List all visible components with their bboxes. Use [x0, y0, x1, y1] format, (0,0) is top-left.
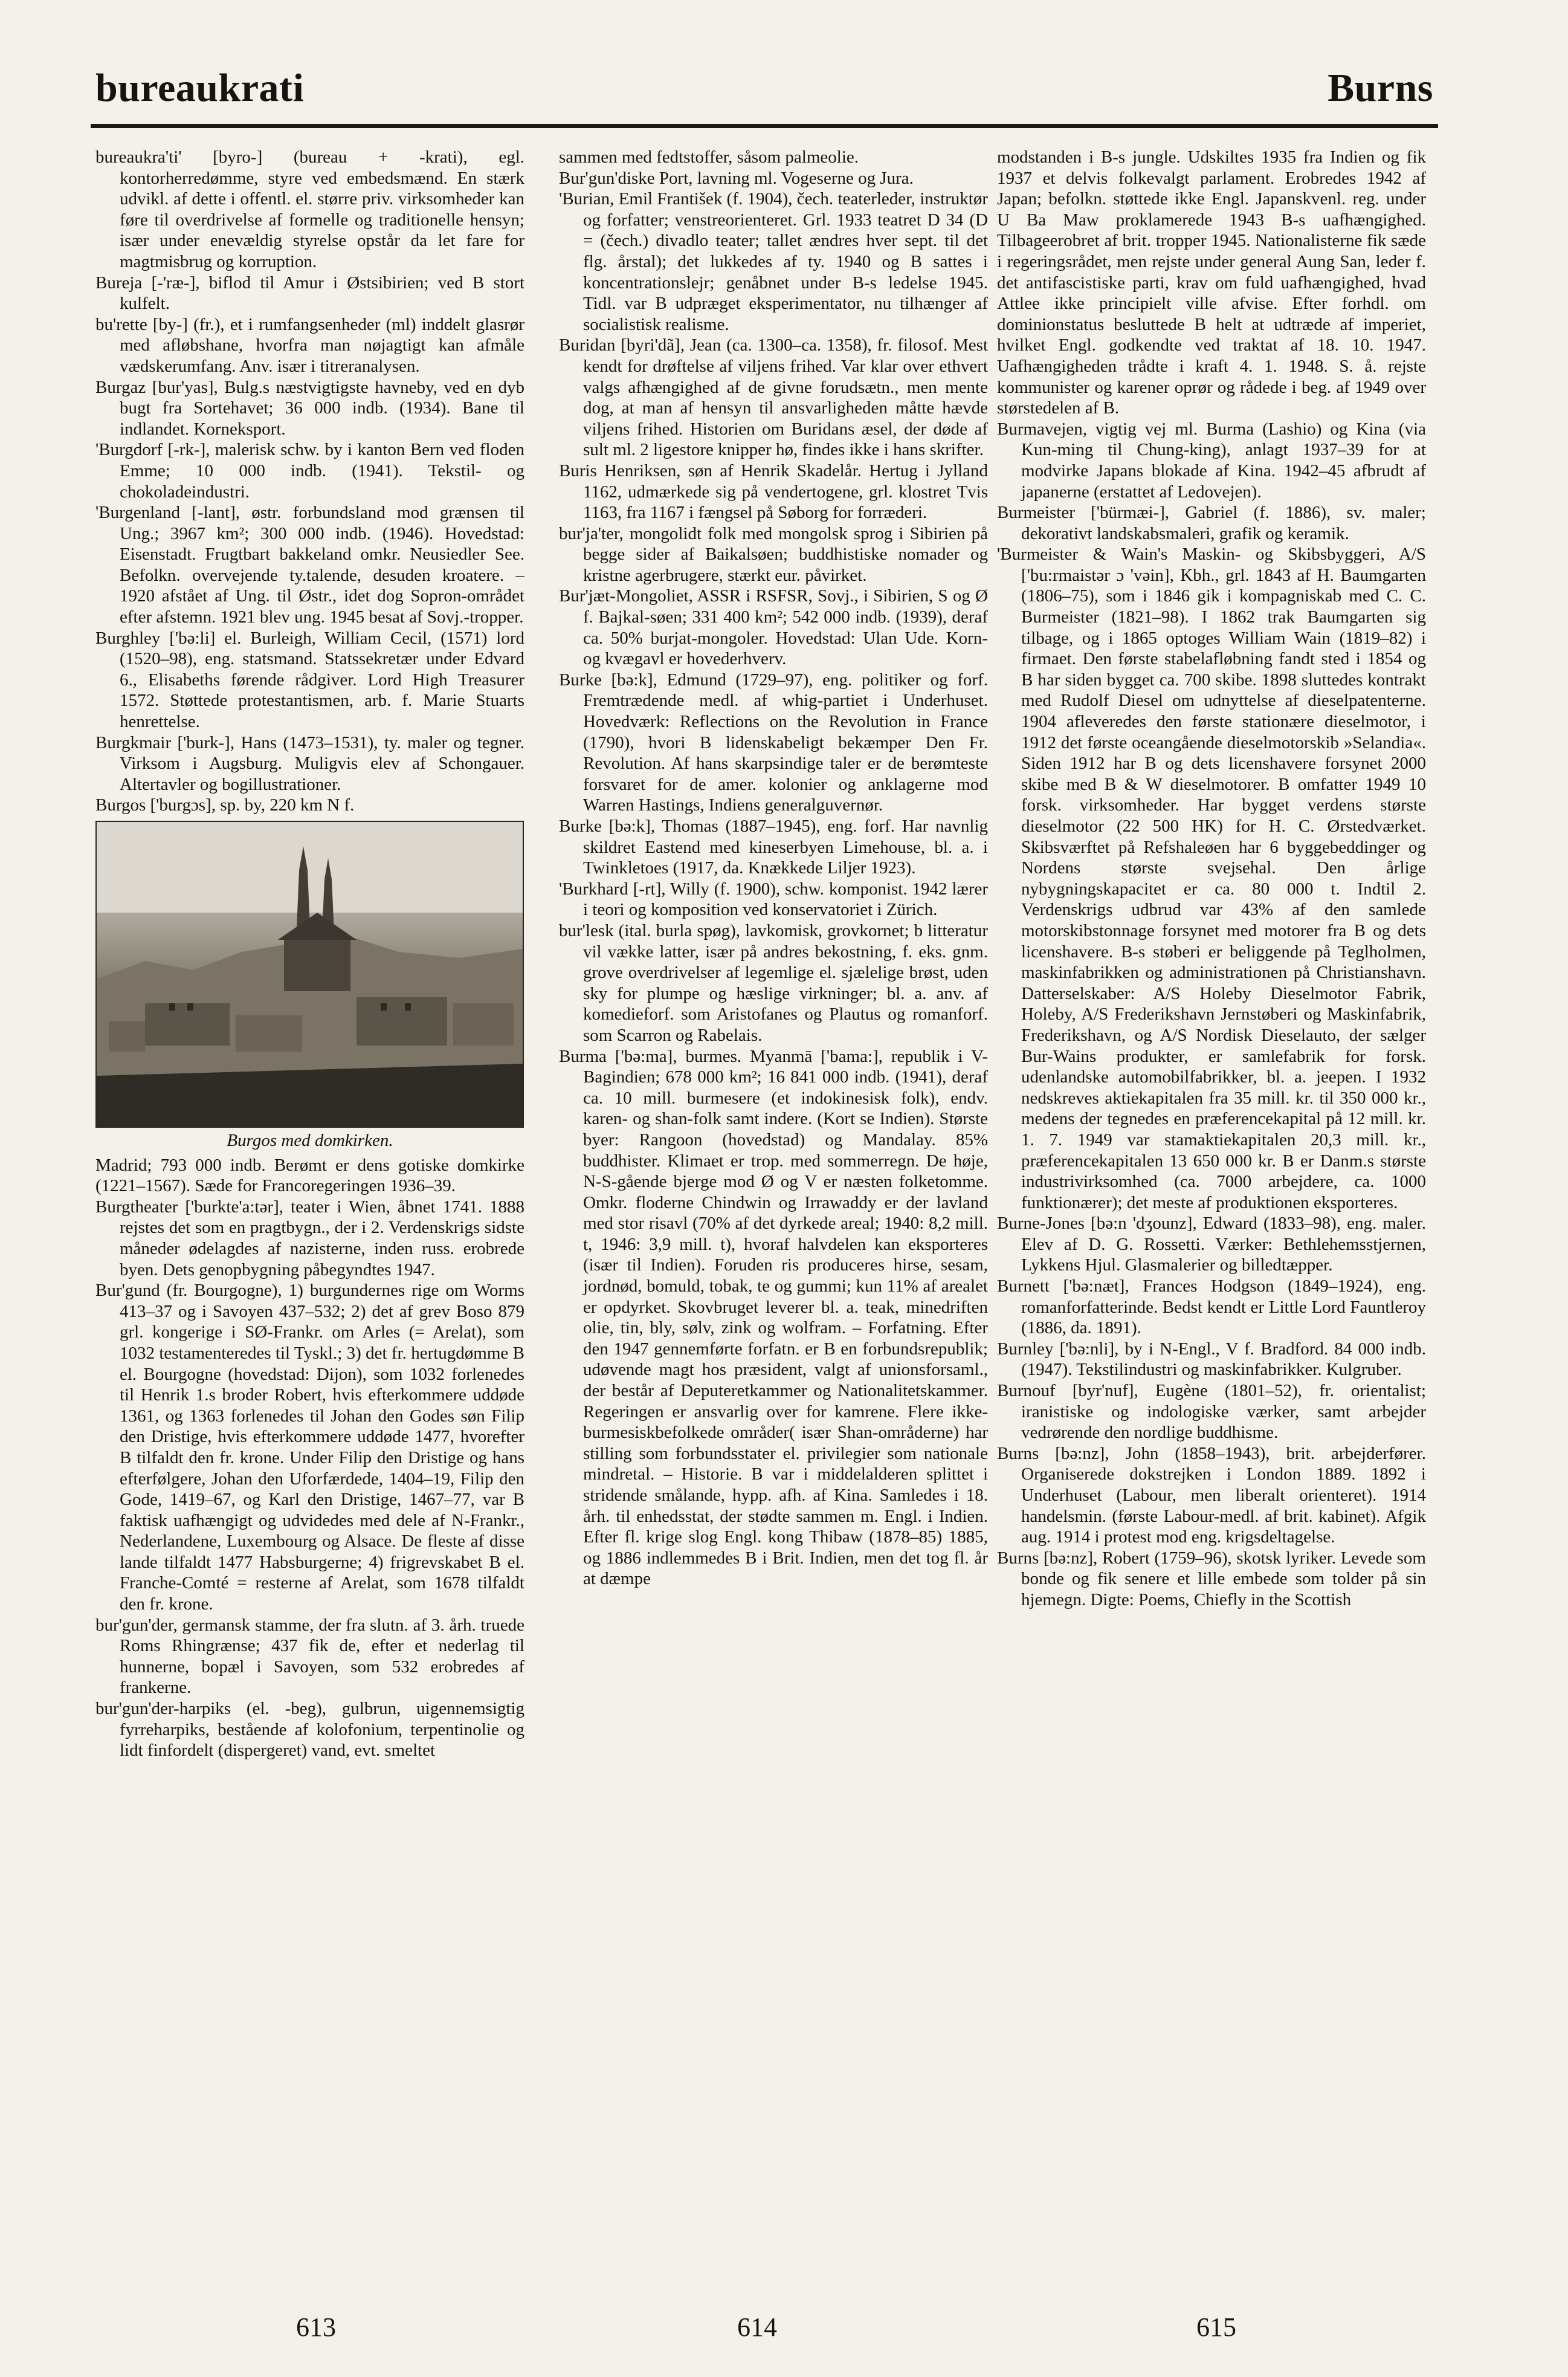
running-head-first-word: bureaukrati	[95, 66, 305, 110]
entry-buridan: Buridan [byri'dã], Jean (ca. 1300–ca. 1358), fr. filosof. Mest kendt for drøftelse af viljens frihed. Var klar over ethvert valgs afhængighed af de givne forudsætn., men mente dog, at man af hensyn til ansvarligheden måtte hævde viljens frihed. Historien om Buridans æsel, der døde af sult ml. 2 ligestore knipper hø, findes ikke i hans skrifter.	[559, 335, 988, 460]
entry-burgundiske-port: Bur'gun'diske Port, lavning ml. Vogeserne og Jura.	[559, 168, 914, 188]
header-rule	[91, 124, 1438, 128]
entry-burne-jones: Burne-Jones [bə:n 'dʒounz], Edward (1833–98), eng. maler. Elev af D. G. Rossetti. Værker: Bethlehemsstjernen, Lykkens Hjul. Glasmalerier og billedtæpper.	[997, 1214, 1426, 1275]
entry-burgos-continued: Madrid; 793 000 indb. Berømt er dens gotiske domkirke (1221–1567). Sæde for Francoregeringen 1936–39.	[95, 1155, 524, 1196]
entry-burgos: Burgos ['burgɔs], sp. by, 220 km N f.	[95, 795, 355, 815]
page-number-right: 615	[1196, 2312, 1236, 2342]
column-3	[997, 147, 1426, 1611]
entry-burghley: Burghley ['bə:li] el. Burleigh, William Cecil, (1571) lord (1520–98), eng. statsmand. Statssekretær under Edvard 6., Elisabeths førende rådgiver. Lord High Treasurer 1572. Støttede protestantismen, arb. f. Marie Stuarts henrettelse.	[95, 628, 524, 732]
entry-buris-henriksen: Buris Henriksen, søn af Henrik Skadelår. Hertug i Jylland 1162, udmærkede sig på vendertogene, grl. klostret Tvis 1163, fra 1167 i fængsel på Søborg for forræderi.	[559, 461, 988, 523]
entry-bureaukrati: bureaukra'ti' [byro-] (bureau + -krati), egl. kontorherredømme, styre ved embedsmænd. En stærk udvikl. af dette i offentl. el. større priv. virksomheder kan føre til overdrivelse af formelle og traditionelle hensyn; især under enevældig styrelse opstår da let fare for magtmisbrug og korruption.	[95, 147, 524, 271]
entry-burlesk: bur'lesk (ital. burla spøg), lavkomisk, grovkornet; b litteratur vil vække latter, især på andres bekostning, f. eks. gnm. grove overdrivelser af legemlige el. sjælelige brøst, uden sky for plumpe og hæslige virkninger; bl. a. anv. af komedieforf. som Aristofanes og Plautus og romanforf. som Scarron og Rabelais.	[559, 920, 988, 1045]
entry-burkhard: 'Burkhard [-rt], Willy (f. 1900), schw. komponist. 1942 lærer i teori og komposition ved konservatoriet i Zürich.	[559, 879, 988, 920]
entry-burns-john: Burns [bə:nz], John (1858–1943), brit. arbejderfører. Organiserede dokstrejken i London 1889. 1892 i Underhuset (Labour, men liberalt orienteret). 1914 handelsmin. (første Labour-medl. af brit. kabinet). Afgik aug. 1914 i protest mod eng. krigsdeltagelse.	[997, 1443, 1426, 1547]
entry-burma: Burma ['bə:ma], burmes. Myanmā ['bama:], republik i V-Bagindien; 678 000 km²; 16 841 000 indb. (1941), deraf ca. 10 mill. burmesere (et indokinesisk folk), endv. karen- og shan-folk samt indere. (Kort se Indien). Største byer: Rangoon (hovedstad) og Mandalay. 85% buddhister. Klimaet er trop. med sommerregn. De høje, N-S-gående bjerge mod Ø og V er næsten folketomme. Omkr. floderne Chindwin og Irrawaddy er der lavland med stor risavl (70% af det dyrkede areal; 1940: 8,2 mill. t, 1946: 3,9 mill. t), hvoraf halvdelen kan eksporteres (især til Indien). Foruden ris produceres hirse, sesam, jordnød, bomuld, tobak, te og gummi; kun 11% af arealet er opdyrket. Skovbruget leverer bl. a. teak, minedriften olie, tin, bly, sølv, zink og wolfram. – Forfatning. Efter den 1947 gennemførte forfatn. er B en forbundsrepublik; udøvende magt hos præsident, valgt af unionsforsaml., der består af Deputeretkammer og Nationalitetskammer. Regeringen er ansvarlig over for kamrene. Flere ikke-burmesiskbefolkede områder( især Shan-områderne) har stilling som forbundsstater el. privilegier som nationale mindretal. – Historie. B var i middelalderen splittet i stridende smålande, hypp. afh. af Kina. Samledes i 18. årh. til enhedsstat, der stødte sammen m. Engl. i Indien. Efter fl. krige slog Engl. kong Thibaw (1878–85) 1885, og 1886 indlemmedes B i Brit. Indien, men det tog fl. år at dæmpe	[559, 1046, 988, 1589]
entry-burgunder-harpiks: bur'gun'der-harpiks (el. -beg), gulbrun, uigennemsigtig fyrreharpiks, bestående af kolofonium, terpentinolie og lidt finfordelt (dispergeret) vand, evt. smeltet	[95, 1699, 524, 1761]
entry-burke-thomas: Burke [bə:k], Thomas (1887–1945), eng. forf. Har navnlig skildret Eastend med kineserbyen Limehouse, bl. a. i Twinkletoes (1917, da. Knækkede Liljer 1923).	[559, 817, 988, 878]
entry-burgunder: bur'gun'der, germansk stamme, der fra slutn. af 3. årh. truede Roms Rhingrænse; 437 fik de, efter et nederlag til hunnerne, bopæl i Savoyen, som 532 erobredes af frankerne.	[95, 1615, 524, 1698]
burgos-cathedral-photo	[95, 821, 524, 1128]
entry-burgtheater: Burgtheater ['burkte'a:tər], teater i Wien, åbnet 1741. 1888 rejstes det som en pragtbygn., der i 2. Verdenskrigs sidste måneder ødelagdes af nazisterne, inden russ. erobrede byen. Dets genopbygning påbegyndtes 1947.	[95, 1197, 524, 1279]
page-number-middle: 614	[737, 2312, 777, 2342]
entry-burnouf: Burnouf [byr'nuf], Eugène (1801–52), fr. orientalist; iranistiske og indologiske værker, samt arbejder vedrørende den nordlige buddhisme.	[997, 1381, 1426, 1443]
entry-burmeister-wain: 'Burmeister & Wain's Maskin- og Skibsbyggeri, A/S ['bu:rmaistər ɔ 'vəin], Kbh., grl. 1843 af H. Baumgarten (1806–75), som i 1846 gik i kompagniskab med C. C. Burmeister (1821–98). I 1862 trak Baumgarten sig tilbage, og i 1865 optoges William Wain (1819–82) i firmaet. Den første stabelafløbning fandt sted i 1854 og B har siden bygget ca. 700 skibe. 1898 sluttedes kontrakt med Rudolf Diesel om udnyttelse af dieselpatenterne. 1904 afleveredes den første stationære dieselmotor, i 1912 det første oceangående dieselmotorskib »Selandia«. Siden 1912 har B og dets licenshavere forsynet 2000 skibe med B & W dieselmotorer. B omfatter 1949 10 forsk. virksomheder. Har bygget verdens største dieselmotor (22 500 HK) for H. C. Ørstedværket. Skibsværftet på Refshaleøen har 6 byggebeddinger og Nordens største svejsehal. Den årlige nybygningskapacitet er ca. 80 000 t. Indtil 2. Verdenskrigs udbrud var 43% af den samlede motorskibstonnage forsynet med motorer fra B og dets licenshavere. B-s støberi er beliggende på Teglholmen, maskinfabrikken og administrationen på Christianshavn. Datterselskaber: A/S Holeby Dieselmotor Fabrik, Holeby, A/S Frederikshavn Jernstøberi og Maskinfabrik, Frederikshavn, og A/S Nordisk Dieselauto, der sælger Bur-Wains produkter, er samlefabrik for forsk. udenlandske automobilfabrikker, bl. a. jeepen. I 1932 nedskreves aktiekapitalen fra 35 mill. kr. til 350 000 kr., medens der tegnedes en præferencekapital på 12 mill. kr. 1. 7. 1949 var stamaktiekapitalen 20,3 mill. kr., præferencekapitalen 13 650 000 kr. B er Danm.s største industrivirksomhed (ca. 7000 arbejdere, ca. 1000 funktionærer); det meste af produktionen eksporteres.	[997, 545, 1426, 1212]
burgos-figure	[95, 821, 524, 1151]
entry-burian: 'Burian, Emil František (f. 1904), čech. teaterleder, instruktør og forfatter; venstreorienteret. Grl. 1933 teatret D 34 (D = (čech.) divadlo teater; tallet ændres hver sept. til det flg. årstal); det lukkedes af ty. 1940 og B sattes i koncentrationslejr; genåbnet under B-s ledelse 1945. Tidl. var B udpræget eksperimentator, nu tilhænger af socialistisk realisme.	[559, 189, 988, 334]
entry-burgaz: Burgaz [bur'yas], Bulg.s næstvigtigste havneby, ved en dyb bugt fra Sortehavet; 36 000 indb. (1934). Bane til indlandet. Korneksport.	[95, 377, 524, 439]
column-1	[95, 147, 524, 1761]
page-number-left: 613	[296, 2312, 336, 2342]
entry-burnley: Burnley ['bə:nli], by i N-Engl., V f. Bradford. 84 000 indb. (1947). Tekstilindustri og maskinfabrikker. Kulgruber.	[997, 1339, 1426, 1380]
entry-burjater: bur'ja'ter, mongolidt folk med mongolsk sprog i Sibirien på begge sider af Baikalsøen; buddhistiske nomader og kristne agerbrugere, stærkt eur. påvirket.	[559, 523, 988, 585]
entry-burnett: Burnett ['bə:næt], Frances Hodgson (1849–1924), eng. romanforfatterinde. Bedst kendt er Little Lord Fauntleroy (1886, da. 1891).	[997, 1276, 1426, 1338]
entry-burmavejen: Burmavejen, vigtig vej ml. Burma (Lashio) og Kina (via Kun-ming til Chung-king), anlagt 1937–39 for at modvirke Japans blokade af Kina. 1942–45 afbrudt af japanerne (erstattet af Ledovejen).	[997, 419, 1426, 502]
entry-burjaet-mongoliet: Bur'jæt-Mongoliet, ASSR i RSFSR, Sovj., i Sibirien, S og Ø f. Bajkal-søen; 331 400 km²; 542 000 indb. (1939), deraf ca. 50% burjat-mongoler. Hovedstad: Ulan Ude. Korn- og kvægavl er hovederhverv.	[559, 586, 988, 669]
entry-burns-robert: Burns [bə:nz], Robert (1759–96), skotsk lyriker. Levede som bonde og fik senere et lille embede som tolder på sin hjemegn. Digte: Poems, Chiefly in the Scottish	[997, 1548, 1426, 1609]
entry-burmeister-gabriel: Burmeister ['bürmæi-], Gabriel (f. 1886), sv. maler; dekorativt landskabsmaleri, grafik og keramik.	[997, 503, 1426, 543]
entry-bureja: Bureja [-'ræ-], biflod til Amur i Østsibirien; ved B stort kulfelt.	[95, 273, 524, 314]
entry-burke-edmund: Burke [bə:k], Edmund (1729–97), eng. politiker og forf. Fremtrædende medl. af whig-partiet i Underhuset. Hovedværk: Reflections on the Revolution in France (1790), hvori B lidenskabeligt bekæmper Den Fr. Revolution. Af hans skarpsindige taler er de berømteste forsvaret for de amer. kolonier og anklagerne mod Warren Hastings, Indiens generalguvernør.	[559, 670, 988, 815]
figure-caption: Burgos med domkirken.	[227, 1131, 393, 1150]
column-2	[559, 147, 988, 1590]
entry-burgdorf: 'Burgdorf [-rk-], malerisk schw. by i kanton Bern ved floden Emme; 10 000 indb. (1941). Tekstil- og chokoladeindustri.	[95, 440, 524, 502]
entry-burma-continued: modstanden i B-s jungle. Udskiltes 1935 fra Indien og fik 1937 et delvis folkevalgt parlament. Erobredes 1942 af Japan; befolkn. støttede ikke Engl. Japanskvenl. reg. under U Ba Maw proklamerede 1943 B-s uafhængighed. Tilbageerobret af brit. tropper 1945. Nationalisterne fik sæde i regeringsrådet, men rejste under general Aung San, leder f. det antifascistiske parti, krav om fuld uafhængighed, hvad Attlee ikke principielt ville afvise. Efter forhdl. om dominionstatus besluttede B helt at udtræde af imperiet, hvilket Engl. godkendte ved traktat af 18. 10. 1947. Uafhængigheden trådte i kraft 4. 1. 1948. S. å. rejste kommunister og karener oprør og rådede i beg. af 1949 over størstedelen af B.	[997, 147, 1426, 418]
running-head-last-word: Burns	[1328, 66, 1433, 110]
entry-burgkmair: Burgkmair ['burk-], Hans (1473–1531), ty. maler og tegner. Virksom i Augsburg. Muligvis elev af Schongauer. Altertavler og bogillustrationer.	[95, 733, 524, 794]
entry-continued-from-previous: sammen med fedtstoffer, såsom palmeolie.	[559, 147, 859, 167]
entry-burette: bu'rette [by-] (fr.), et i rumfangsenheder (ml) inddelt glasrør med afløbshane, hvorfra man nøjagtigt kan afmåle vædskerumfang. Anv. især i titreranalysen.	[95, 314, 524, 376]
entry-burgund: Bur'gund (fr. Bourgogne), 1) burgundernes rige om Worms 413–37 og i Savoyen 437–532; 2) det af grev Boso 879 grl. kongerige i SØ-Frankr. om Arles (= Arelat), som 1032 testamenteredes til Tyskl.; 3) det fr. hertugdømme B el. Bourgogne (hovedstad: Dijon), som 1032 forlenedes til Henrik 1.s broder Robert, hvis efterkommere uddøde 1361, og 1363 forlenedes til Johan den Godes søn Filip den Dristige, hvis efterkommere uddøde 1477, hvorefter B tilfaldt den fr. krone. Under Filip den Dristige og hans efterfølgere, Johan den Uforfærdede, 1404–19, Filip den Gode, 1419–67, og Karl den Dristige, 1467–77, var B faktisk uafhængigt og udvidedes med dele af N-Frankr., Nederlandene, Luxembourg og Alsace. De fleste af disse lande tilfaldt 1477 Habsburgerne; 4) frigrevskabet B el. Franche-Comté = resterne af Arelat, som 1678 tilfaldt den fr. krone.	[95, 1281, 524, 1614]
entry-burgenland: 'Burgenland [-lant], østr. forbundsland mod grænsen til Ung.; 3967 km²; 300 000 indb. (1946). Hovedstad: Eisenstadt. Frugtbart bakkeland omkr. Neusiedler See. Befolkn. overvejende ty.talende, desuden kroatere. – 1920 afstået af Ung. til Østr., idet dog Sopron-området efter afstemn. 1921 blev ung. 1945 besat af Sovj.-tropper.	[95, 503, 524, 627]
